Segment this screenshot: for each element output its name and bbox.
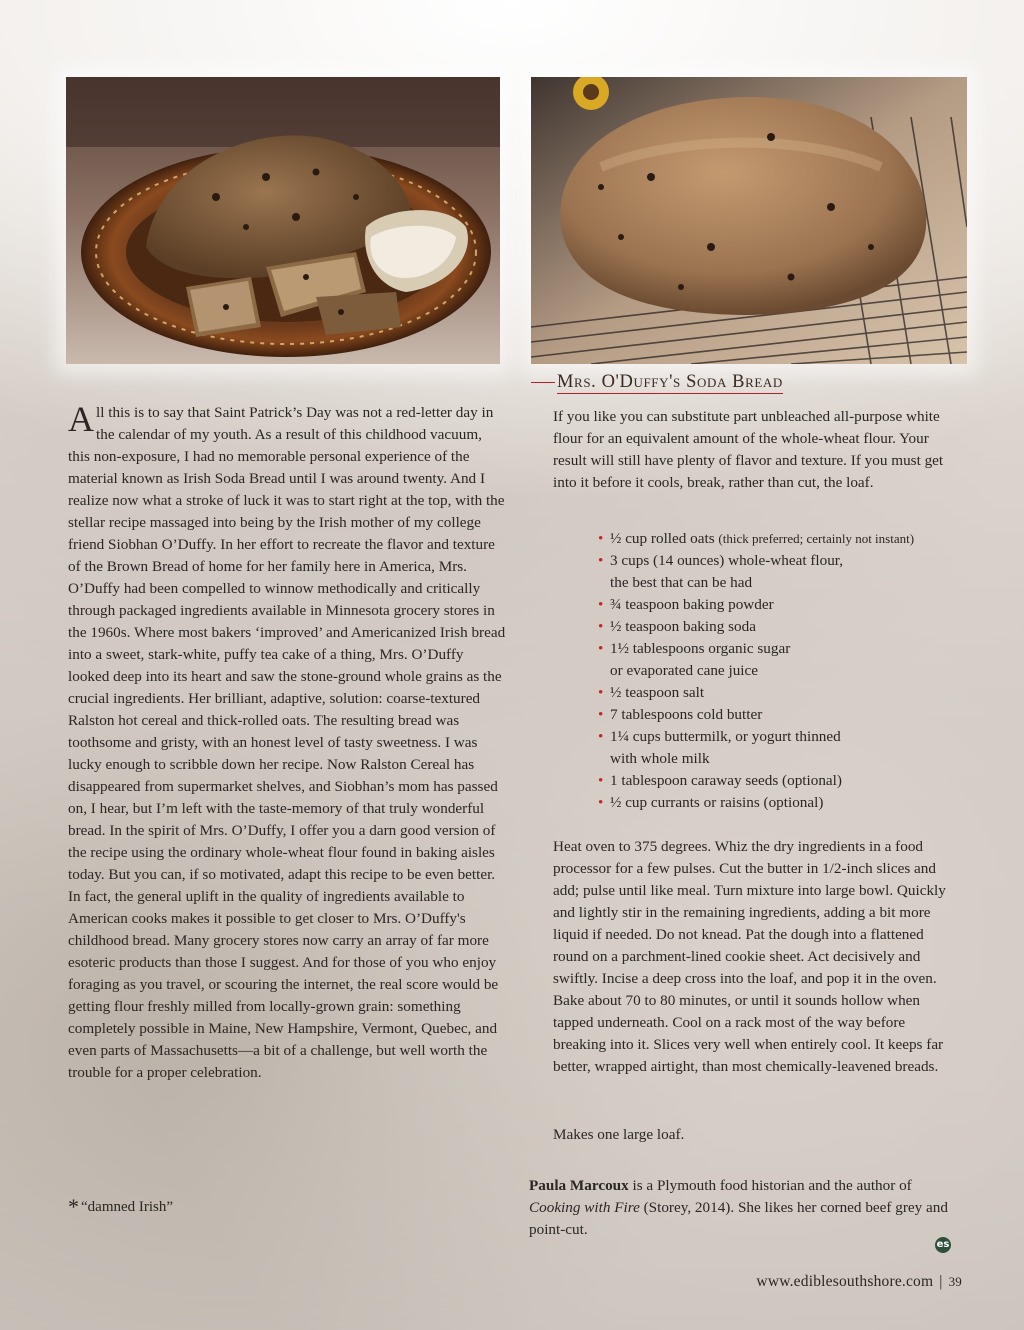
title-accent-rule bbox=[531, 382, 555, 383]
bullet-icon: • bbox=[598, 684, 604, 701]
ingredient-list bbox=[598, 528, 958, 814]
bullet-icon: • bbox=[598, 706, 604, 723]
ingredient-item bbox=[598, 638, 958, 682]
ingredient-text: 1½ tablespoons organic sugar bbox=[610, 640, 791, 657]
photo-whole-loaf-on-rack bbox=[531, 77, 967, 364]
bullet-icon: • bbox=[598, 596, 604, 613]
ingredient-text-continued: the best that can be had bbox=[610, 574, 753, 591]
recipe-method: Heat oven to 375 degrees. Whiz the dry ingredients in a food processor for a few pulses. Cut the butter in 1/2-inch slices and add; pulse until like meal. Turn mixture into large bowl. Quickly and lightly stir in the remaining ingredients, adding a bit more liquid if needed. Do not knead. Pat the dough into a flattened round on a parchment-lined cookie sheet. Act decisively and swiftly. Incise a deep cross into the loaf, and pop it in the oven. Bake about 70 to 80 minutes, or until it sounds hollow when tapped underneath. Cool on a rack most of the way before breaking into it. Slices very well when entirely cool. It keeps far better, wrapped airtight, than most chemically-leavened breads. bbox=[553, 838, 946, 1075]
recipe-intro: If you like you can substitute part unbleached all-purpose white flour for an equivalent amount of the whole-wheat flour. Your result will still have plenty of flavor and texture. If you must get into it before it cools, break, rather than cut, the loaf. bbox=[553, 408, 944, 491]
footnote-star: * bbox=[68, 1194, 79, 1219]
book-title: Cooking with Fire bbox=[529, 1199, 640, 1216]
recipe-yield: Makes one large loaf. bbox=[553, 1126, 685, 1143]
ingredient-item bbox=[598, 594, 958, 616]
ingredient-item bbox=[598, 792, 958, 814]
website-link[interactable]: www.ediblesouthshore.com bbox=[756, 1273, 934, 1290]
bio-text-end: (Storey, 2014). She likes her corned beef grey and point-cut. bbox=[529, 1199, 948, 1238]
footnote bbox=[68, 1194, 173, 1220]
edible-logo-icon: es bbox=[935, 1237, 951, 1253]
ingredient-item bbox=[598, 528, 958, 550]
ingredient-text: ½ cup rolled oats bbox=[610, 530, 715, 547]
ingredient-text-continued: or evaporated cane juice bbox=[610, 662, 758, 679]
ingredient-text: ¾ teaspoon baking powder bbox=[610, 596, 774, 613]
bullet-icon: • bbox=[598, 772, 604, 789]
bullet-icon: • bbox=[598, 794, 604, 811]
ingredient-text: 7 tablespoons cold butter bbox=[610, 706, 763, 723]
recipe-title bbox=[531, 372, 971, 393]
article-body bbox=[68, 399, 506, 1084]
bread-rack-illustration bbox=[531, 77, 967, 364]
bullet-icon: • bbox=[598, 618, 604, 635]
bread-plate-illustration bbox=[66, 77, 500, 364]
footer-separator: | bbox=[939, 1273, 943, 1290]
ingredient-item bbox=[598, 704, 958, 726]
article-text: ll this is to say that Saint Patrick’s Day was not a red-letter day in the calendar of my youth. As a result of this childhood vacuum, this non-exposure, I had no memorable personal experience of the material known as Irish Soda Bread until I was around twenty. And I realize now what a stroke of luck it was to start right at the top, with the stellar recipe massaged into being by the Irish mother of my college friend Siobhan O’Duffy. In her effort to recreate the flavor and texture of the Brown Bread of home for her family here in America, Mrs. O’Duffy had been compelled to winnow methodically and critically through packaged ingredients available in Minnesota grocery stores in the 1960s. Where most bakers ‘improved’ and Americanized Irish bread into a sweet, stark-white, puffy tea cake of a thing, Mrs. O’Duffy looked deep into its heart and saw the stone-ground whole grains as the crucial ingredients. Her brilliant, adaptive, solution: coarse-textured Ralston hot cereal and thick-rolled oats. The resulting bread was toothsome and gristy, with an honest level of tasty sweetness. I was lucky enough to scribble down her recipe. Now Ralston Cereal has disappeared from supermarket shelves, and Siobhan’s mom has passed on, I hear, but I’m left with the taste-memory of that truly wonderful bread. In the spirit of Mrs. O’Duffy, I offer you a darn good version of the recipe using the ordinary whole-wheat flour found in baking aisles today. But you can, if so motivated, adapt this recipe to be even better. In fact, the general uplift in the quality of ingredients available to American cooks makes it possible to get closer to Mrs. O’Duffy's childhood bread. Many grocery stores now carry an array of far more esoteric products than those I suggest. And for those of you who enjoy foraging as you travel, or scouring the internet, the real score would be getting flour freshly milled from locally-grown grain: something completely possible in Maine, New Hampshire, Vermont, Quebec, and even parts of Massachusetts—a bit of a challenge, but well worth the trouble for a proper celebration. bbox=[68, 404, 506, 1081]
ingredient-text: ½ teaspoon baking soda bbox=[610, 618, 756, 635]
author-name: Paula Marcoux bbox=[529, 1177, 629, 1194]
bullet-icon: • bbox=[598, 640, 604, 657]
ingredient-note: (thick preferred; certainly not instant) bbox=[718, 531, 915, 546]
drop-cap: A bbox=[68, 399, 94, 439]
page-number: 39 bbox=[948, 1274, 962, 1289]
page-footer bbox=[756, 1273, 962, 1291]
recipe-title-text: Mrs. O'Duffy's Soda Bread bbox=[557, 372, 783, 392]
ingredient-text: 1 tablespoon caraway seeds (optional) bbox=[610, 772, 842, 789]
author-bio bbox=[529, 1175, 959, 1241]
bullet-icon: • bbox=[598, 728, 604, 745]
ingredient-item bbox=[598, 726, 958, 770]
ingredient-item bbox=[598, 682, 958, 704]
ingredient-item bbox=[598, 616, 958, 638]
bio-text: is a Plymouth food historian and the author of bbox=[628, 1177, 912, 1194]
bullet-icon: • bbox=[598, 552, 604, 569]
article-paragraph bbox=[68, 399, 506, 1084]
ingredient-text: 3 cups (14 ounces) whole-wheat flour, bbox=[610, 552, 844, 569]
photo-sliced-bread-on-plate bbox=[66, 77, 500, 364]
footnote-text: “damned Irish” bbox=[81, 1199, 174, 1215]
ingredient-text: ½ cup currants or raisins (optional) bbox=[610, 794, 824, 811]
ingredient-item bbox=[598, 550, 958, 594]
ingredient-item bbox=[598, 770, 958, 792]
bullet-icon: • bbox=[598, 530, 604, 547]
ingredient-text-continued: with whole milk bbox=[610, 750, 710, 767]
ingredient-text: ½ teaspoon salt bbox=[610, 684, 705, 701]
ingredient-text: 1¼ cups buttermilk, or yogurt thinned bbox=[610, 728, 841, 745]
